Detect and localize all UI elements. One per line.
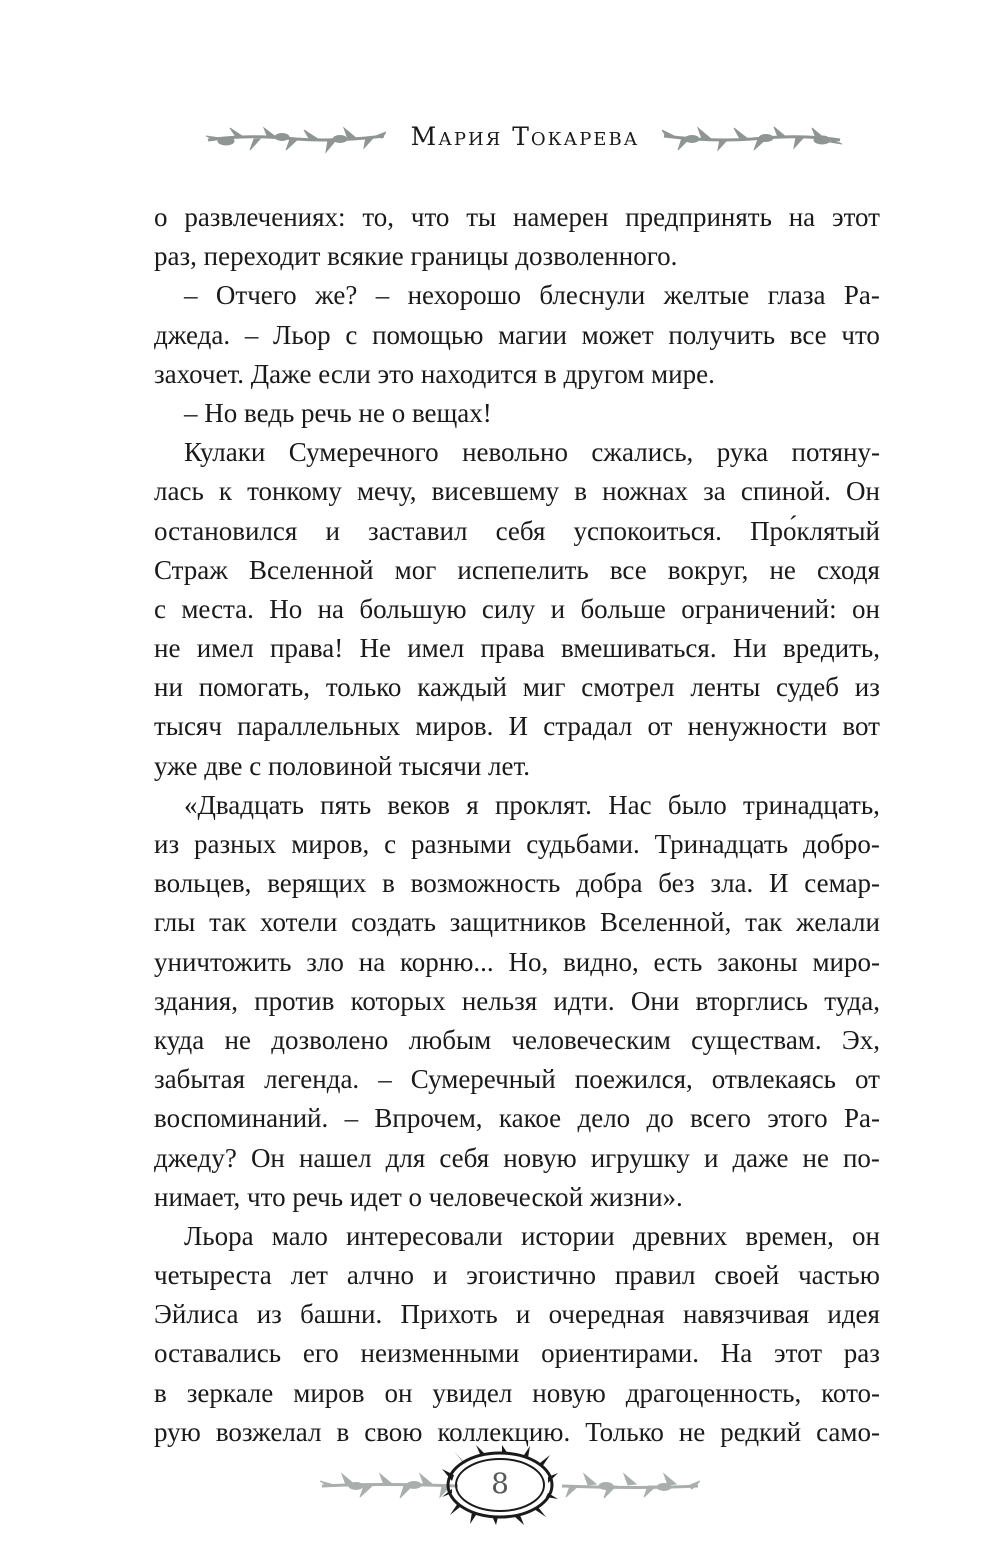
text-line: ни помогать, только каждый миг смотрел ленты судеб из [154,672,880,703]
text-line: джеду? Он нашел для себя новую игрушку и даже не по- [154,1142,880,1173]
text-line: лась к тонкому мечу, висевшему в ножнах за спиной. Он [154,476,880,507]
text-line: куда не дозволено любым человеческим существам. Эх, [154,1024,880,1055]
text-line: в зеркале миров он увидел новую драгоценность, кото- [154,1377,880,1408]
thorn-branch-footer-left-icon [320,1471,460,1501]
text-line: Льора мало интересовали истории древних времен, он [184,1220,880,1251]
text-line: Эйлиса из башни. Прихоть и очередная навязчивая идея [154,1299,880,1330]
text-line: джеда. – Льор с помощью магии может получить все что [154,319,880,350]
text-line: оставались его неизменными ориентирами. На этот раз [154,1338,880,1369]
body-text [154,198,880,1452]
text-line: о развлечениях: то, что ты намерен предпринять на этот [154,202,880,232]
text-line: раз, переходит всякие границы дозволенного. [154,241,678,272]
text-line: забытая легенда. – Сумеречный поежился, отвлекаясь от [154,1064,880,1095]
thorn-branch-left-icon [206,124,386,156]
author-name: Мария Токарева [410,122,640,151]
page-number: 8 [491,1467,509,1500]
text-line: захочет. Даже если это находится в другом мире. [154,358,715,389]
page-footer [0,1445,1000,1525]
text-line: Страж Вселенной мог испепелить все вокруг, не сходя [154,554,880,585]
text-line: не имел права! Не имел права вмешиваться. Ни вредить, [154,633,880,664]
text-line: нимает, что речь идет о человеческой жизни». [154,1181,683,1212]
text-line: остановился и заставил себя успокоиться. Про́клятый [154,515,880,546]
text-line: из разных миров, с разными судьбами. Тринадцать добро- [154,829,880,859]
text-line: рую возжелал в свою коллекцию. Только не редкий само- [154,1416,880,1447]
text-line: – Отчего же? – нехорошо блеснули желтые глаза Ра- [184,280,880,311]
text-line: тысяч параллельных миров. И страдал от ненужности вот [154,711,880,742]
text-line: уничтожить зло на корню... Но, видно, есть законы миро- [154,946,880,977]
text-line: с места. Но на большую силу и больше ограничений: он [154,593,880,624]
text-line: – Но ведь речь не о вещах! [184,397,492,428]
text-line: вольцев, верящих в возможность добра без зла. И семар- [154,868,880,899]
text-line: воспоминаний. – Впрочем, какое дело до всего этого Ра- [154,1103,880,1134]
thorn-branch-footer-right-icon [560,1471,700,1501]
text-line: Кулаки Сумеречного невольно сжались, рука потяну- [184,437,880,468]
text-line: глы так хотели создать защитников Вселенной, так желали [154,907,880,938]
text-line: четыреста лет алчно и эгоистично правил своей частью [154,1260,880,1291]
running-header [0,120,1000,170]
text-line: уже две с половиной тысячи лет. [154,750,531,781]
thorn-branch-right-icon [662,124,842,156]
text-line: здания, против которых нельзя идти. Они вторглись туда, [154,985,880,1016]
text-line: «Двадцать пять веков я проклят. Нас было тринадцать, [184,789,880,820]
